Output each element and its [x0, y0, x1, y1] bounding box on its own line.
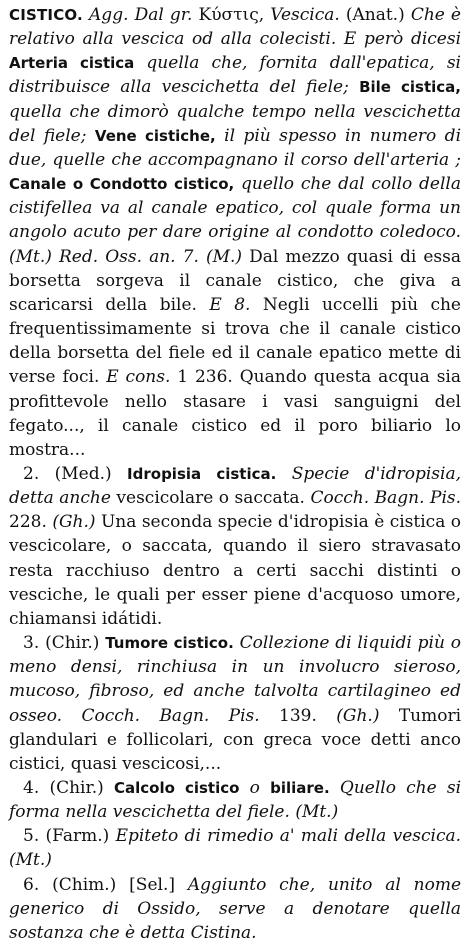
citation-reference: Cocch. Bagn. Pis.	[310, 488, 462, 509]
definition-text: quello che dal collo della cistifellea va al canale epatico, col quale forma un angolo acuto per dare origine al condotto coledoco.	[9, 174, 461, 243]
entry-headword: CISTICO.	[9, 6, 83, 24]
etymology-label: Agg. Dal gr.	[89, 5, 193, 25]
citation-text: Una seconda specie d'idropisia è cistica o vescicolare, o saccata, quando il siero stravasato resta racchiuso dentro a certi sacchi distinti o vesciche, le quali per esser piene d'acquoso umore, chiamansi idátidi.	[9, 512, 462, 629]
domain-label: (Chir.)	[49, 778, 104, 798]
citation-reference: Cocch. Bagn. Pis.	[81, 705, 260, 726]
subentry-term: Tumore cistico.	[105, 634, 234, 653]
domain-label: (Anat.)	[345, 5, 405, 25]
citation-reference: E cons.	[106, 367, 171, 388]
greek-etymon: Κύστις,	[198, 5, 265, 25]
citation-source: (Gh.)	[336, 705, 380, 726]
sense-number: 3.	[23, 633, 40, 654]
entry-sense-1	[9, 3, 461, 462]
definition-text: quella che, fornita dall'epatica, si distribuisce alla vescichetta del fiele;	[9, 53, 461, 98]
citation-reference: E 8.	[209, 294, 251, 315]
definition-text: Epiteto di rimedio a' mali della vescica.	[115, 826, 462, 847]
subentry-term: Canale o Condotto cistico,	[9, 175, 235, 194]
definition-text: vescicolare o saccata.	[116, 488, 305, 509]
entry-sense-6	[9, 873, 461, 945]
subentry-term: Arteria cistica	[9, 54, 135, 73]
definition-text: Specie d'idropisia, detta anche	[9, 463, 461, 509]
subentry-term: Bile cistica,	[359, 78, 461, 97]
sense-number: 6.	[23, 874, 40, 895]
sense-number: 4.	[23, 778, 40, 798]
citation-source: (Gh.)	[52, 512, 96, 533]
citation-number: 1 236.	[177, 367, 233, 388]
definition-text: Collezione di liquidi più o meno densi, rinchiusa in un involucro sieroso, mucoso, fibroso, ed anche talvolta cartilagineo ed osseo.	[9, 633, 462, 726]
subentry-term: Calcolo cistico	[114, 779, 240, 797]
citation-source: (Mt.)	[9, 850, 52, 871]
domain-label: (Farm.)	[45, 826, 110, 847]
definition-text: quella che dimorò qualche tempo nella vescichetta del fiele;	[9, 101, 461, 146]
sense-number: 2.	[23, 463, 40, 484]
subentry-term: Vene cistiche,	[94, 126, 216, 145]
definition-text: Aggiunto che, unito al nome generico di Ossido,	[9, 874, 462, 919]
citation-text: Tumori glandulari e follicolari, con greca voce detti anco cistici, quasi vescicosi,...	[9, 705, 462, 774]
citation-text: Quando questa acqua sia profittevole nello stasare i vasi sanguigni del fegato..., il canale cistico ed il poro biliario lo mostra...	[9, 367, 461, 460]
domain-label: (Chir.)	[45, 633, 100, 654]
entry-sense-2	[9, 462, 461, 631]
domain-label: (Med.)	[54, 463, 112, 484]
citation-source: (Mt.)	[295, 802, 339, 823]
etymon-gloss: Vescica.	[270, 5, 340, 25]
sense-number: 5.	[23, 826, 40, 847]
definition-text: Che è relativo alla vescica od alla colecisti. E però dicesi	[9, 5, 461, 50]
selection-mark: [Sel.]	[129, 874, 175, 895]
definition-text: il più spesso in numero di due, quelle che accompagnano il corso dell'arteria ;	[9, 125, 462, 170]
subentry-term: Idropisia cistica.	[127, 464, 277, 483]
definition-text: quella sostanza che è detta Cistina.	[9, 898, 461, 943]
conjunction: o	[249, 778, 260, 798]
citation-number: 228.	[9, 512, 47, 533]
citation-source: (M.)	[205, 246, 243, 267]
definition-text: Quello che si forma nella vescichetta del fiele.	[9, 778, 462, 823]
entry-sense-5	[9, 824, 461, 872]
citation-source: (Mt.)	[9, 246, 52, 267]
citation-reference: Red. Oss. an. 7.	[59, 246, 199, 267]
citation-text: Dal mezzo quasi di essa borsetta sorgeva il canale cistico, che giva a scaricarsi della bile.	[9, 246, 461, 315]
citation-text: Negli uccelli più che frequentissimamente si trova che il canale cistico della borsetta del fiele ed il canale epatico mette di verse foci.	[9, 294, 461, 388]
definition-text: serve a denotare	[219, 898, 390, 919]
entry-sense-3	[9, 631, 461, 776]
citation-number: 139.	[279, 705, 317, 726]
subentry-term: biliare.	[270, 779, 330, 797]
domain-label: (Chim.)	[52, 874, 117, 895]
entry-sense-4	[9, 776, 461, 824]
